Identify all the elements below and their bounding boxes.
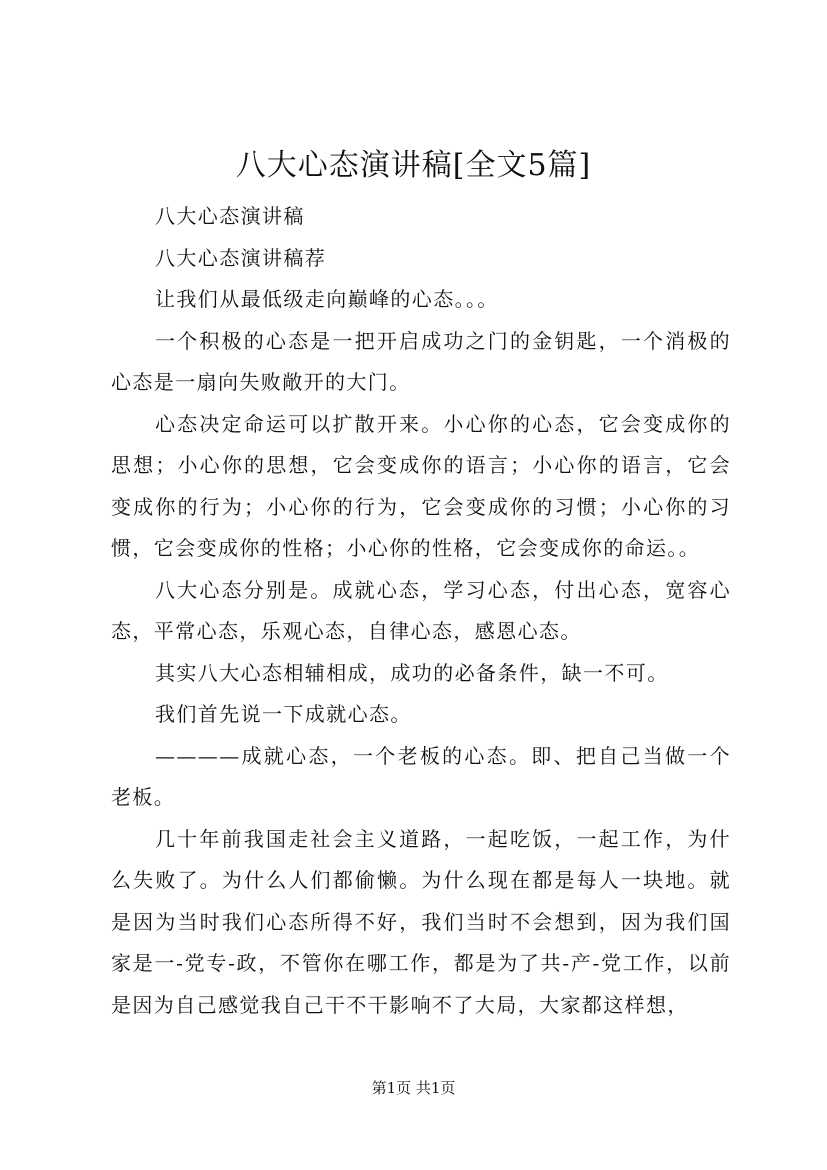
paragraph: 八大心态演讲稿 [155, 204, 305, 228]
paragraph: 其实八大心态相辅相成，成功的必备条件，缺一不可。 [155, 660, 669, 685]
paragraph: 心态决定命运可以扩散开来。小心你的心态，它会变成你的思想；小心你的思想，它会变成你的语言；小心你的语言，它会变成你的行为；小心你的行为，它会变成你的习惯；小心你的习惯，它会变成你的性格；小心你的性格，它会变成你的命运。。 [111, 411, 731, 560]
page-footer: 第1页 共1页 [371, 1079, 456, 1097]
document-body [111, 196, 731, 1026]
paragraph: 几十年前我国走社会主义道路，一起吃饭，一起工作，为什么失败了。为什么人们都偷懒。为什么现在都是每人一块地。就是因为当时我们心态所得不好，我们当时不会想到，因为我们国家是一-党专-政，不管你在哪工作，都是为了共-产-党工作，以前是因为自己感觉我自己干不干影响不了大局，大家都这样想， [111, 826, 731, 1017]
paragraph: 我们首先说一下成就心态。 [155, 702, 412, 726]
paragraph: ————成就心态，一个老板的心态。即、把自己当做一个老板。 [111, 743, 731, 809]
document-title: 八大心态演讲稿[全文5篇] [235, 148, 592, 183]
paragraph: 八大心态分别是。成就心态，学习心态，付出心态，宽容心态，平常心态，乐观心态，自律心态，感恩心态。 [111, 577, 731, 643]
paragraph: 让我们从最低级走向巅峰的心态。。。 [155, 287, 499, 311]
paragraph: 八大心态演讲稿荐 [155, 245, 327, 270]
paragraph: 一个积极的心态是一把开启成功之门的金钥匙，一个消极的心态是一扇向失败敞开的大门。 [111, 328, 731, 394]
